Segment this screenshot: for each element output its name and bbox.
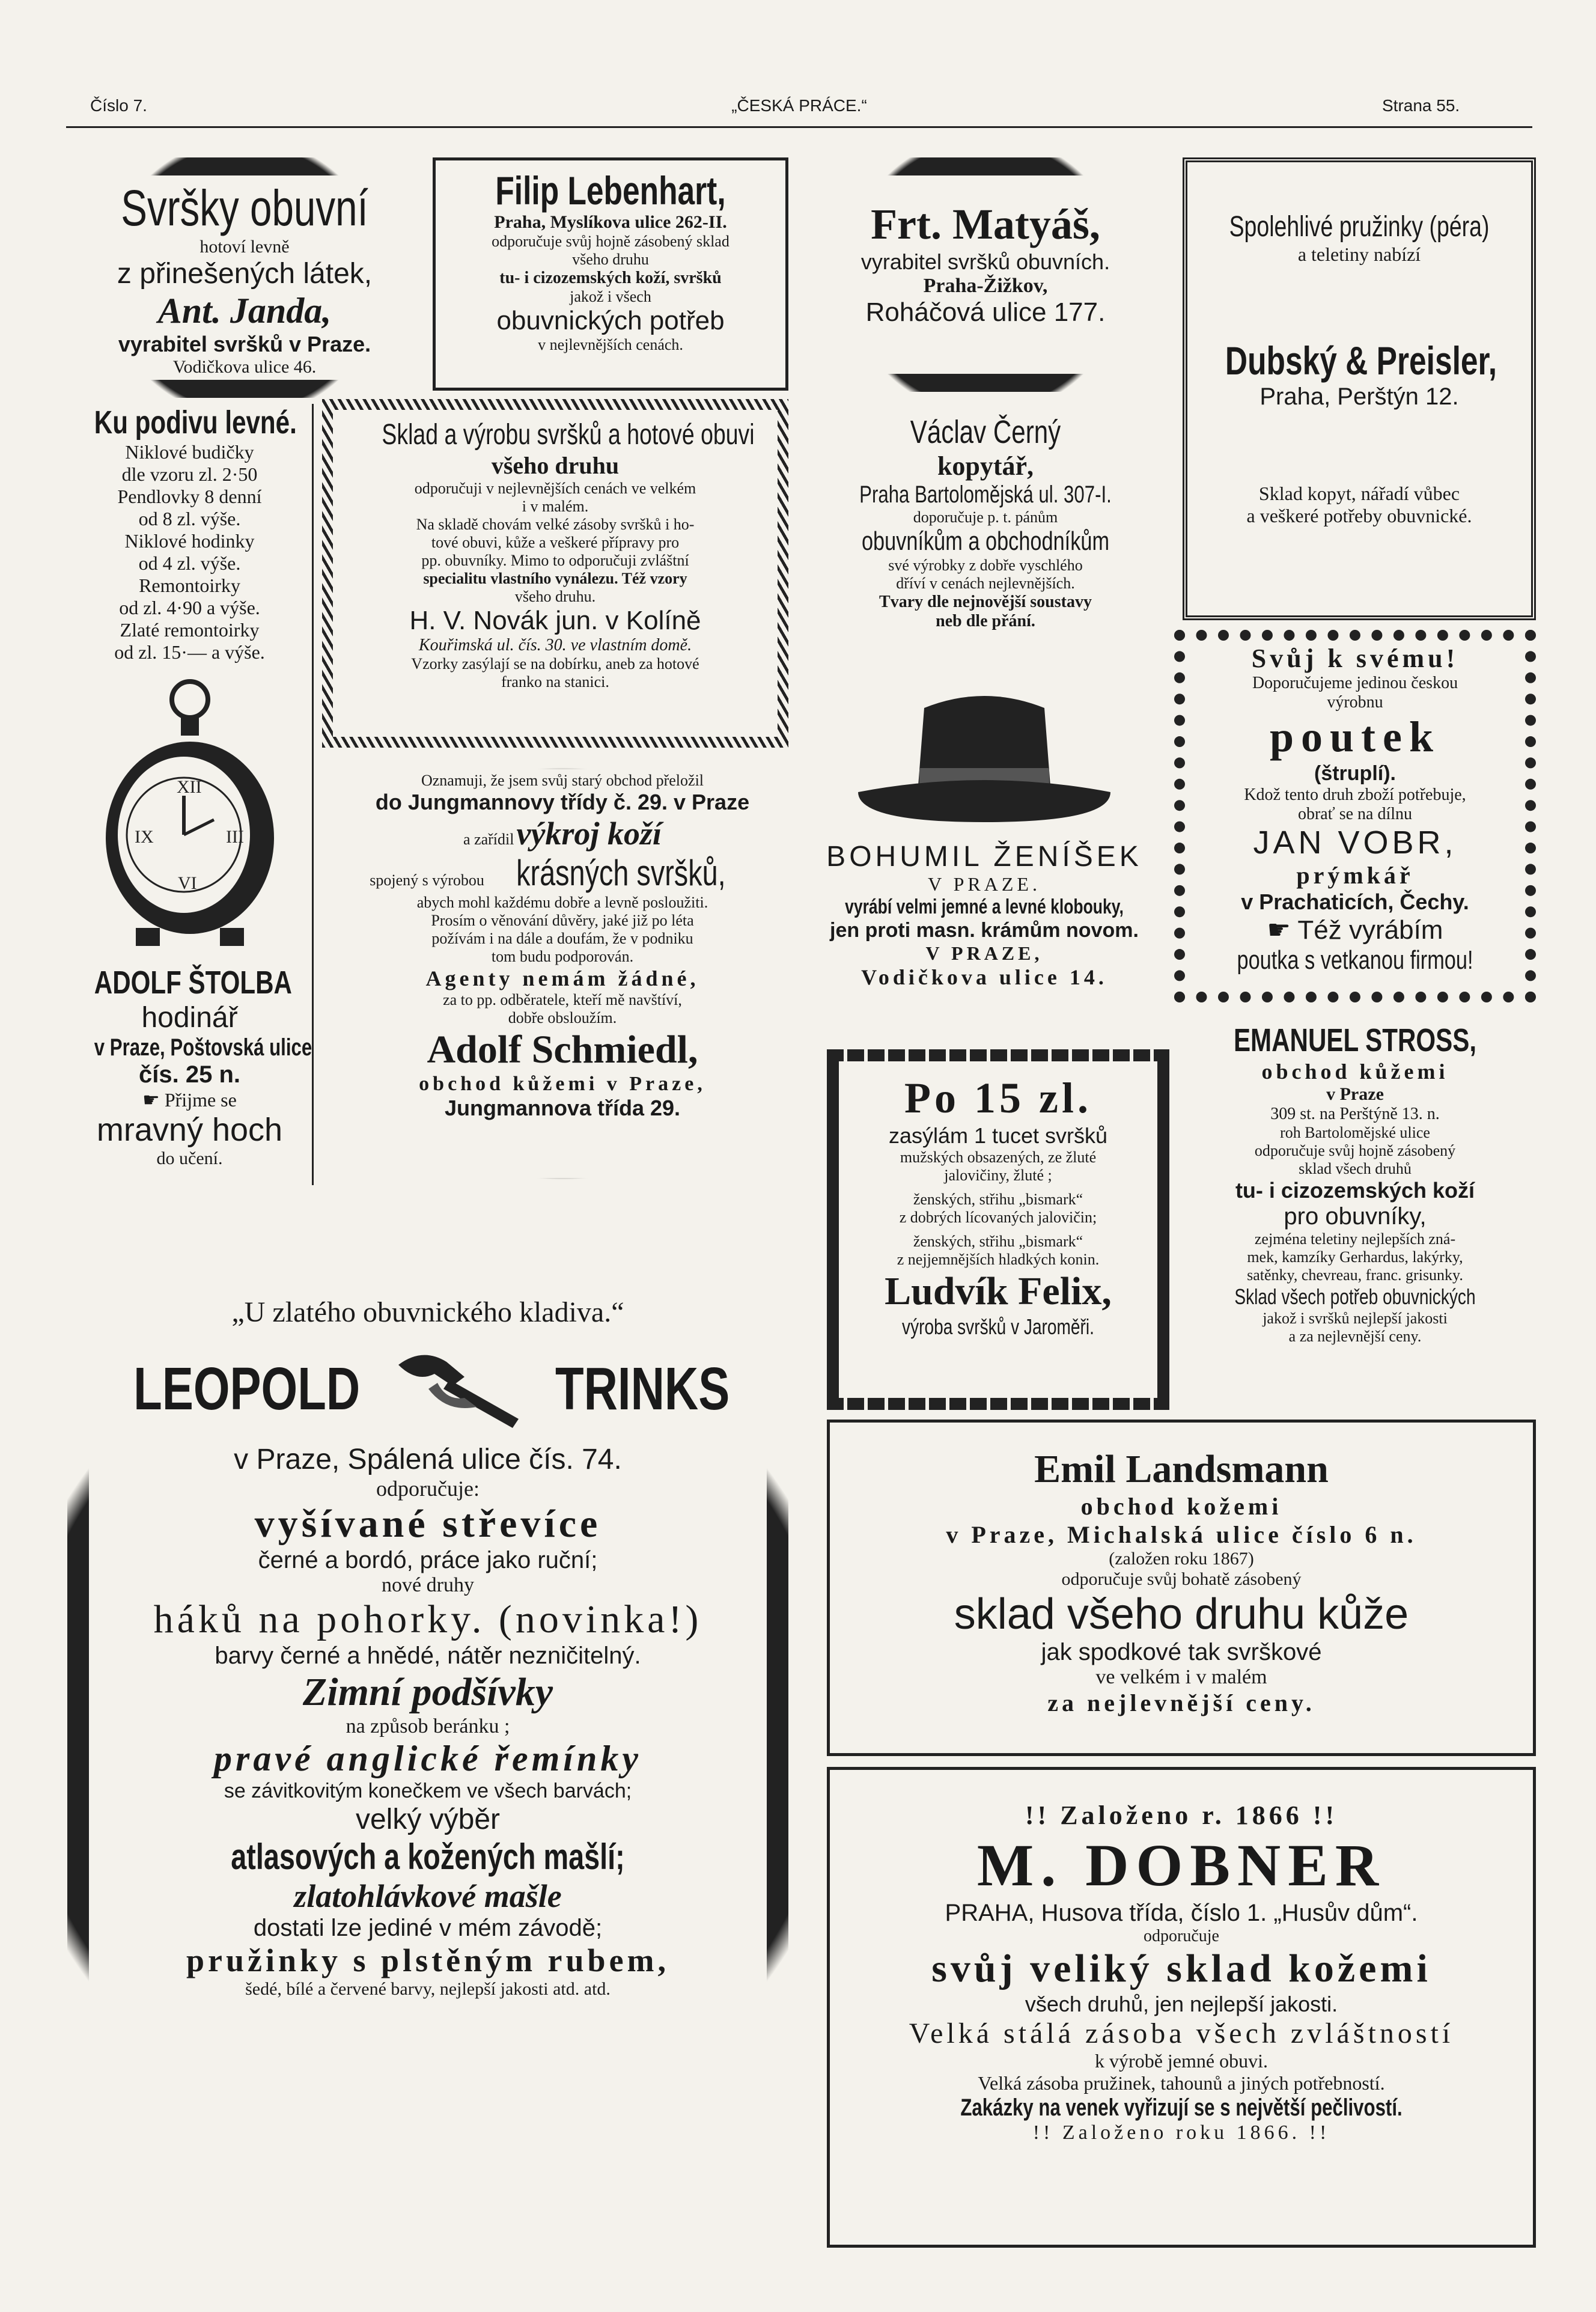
trinks-text: dostati lze jediné v mém závodě; (253, 1915, 603, 1941)
vobr-name: JAN VOBR, (1253, 825, 1457, 861)
schmiedl-text: požívám i na dále a doufám, že v podniku (431, 930, 693, 947)
stross-trade: obchod kůžemi (1261, 1060, 1449, 1084)
landsmann-text: jak spodkové tak svrškové (1041, 1639, 1322, 1665)
stolba-name: ADOLF ŠTOLBA (94, 965, 292, 1001)
zenisek-text: vyrábí velmi jemné a levné klobouky, (845, 895, 1124, 918)
trinks-text: velký výběr (355, 1804, 501, 1835)
stross-text: odporučuje svůj hojně zásobený (1254, 1142, 1456, 1159)
schmiedl-text: spojený s výrobou krásných svršků, (370, 853, 726, 893)
schmiedl-text: tom budu podporován. (491, 948, 634, 965)
ad-janda (67, 157, 422, 398)
dobner-text: k výrobě jemné obuvi. (1095, 2050, 1268, 2072)
vobr-address: v Prachaticích, Čechy. (1241, 889, 1469, 914)
stolba-text: od 4 zl. výše. (138, 552, 241, 574)
schmiedl-text: do Jungmannovy třídy č. 29. v Praze (375, 790, 750, 814)
schmiedl-text: abych mohl každému dobře a levně posloužiti. (416, 894, 708, 911)
felix-text: z dobrých lícovaných jalovičin; (899, 1209, 1097, 1226)
stolba-text: Remontoirky (139, 575, 240, 596)
stolba-headline: Ku podivu levné. (94, 404, 297, 441)
zenisek-address: V PRAZE, (925, 942, 1043, 964)
dobner-founded: !! Založeno r. 1866 !! (1025, 1801, 1338, 1830)
vobr-text: obrať se na dílnu (1297, 805, 1413, 823)
janda-text: hotoví levně (200, 237, 290, 257)
janda-text: z přinešených látek, (117, 258, 373, 290)
schmiedl-address: obchod kůžemi v Praze, (419, 1073, 706, 1095)
schmiedl-text: a zařídil výkroj koží (463, 816, 662, 852)
zenisek-city: V PRAZE. (928, 873, 1041, 895)
vobr-product: poutek (1269, 713, 1441, 761)
dubsky-text: a veškeré potřeby obuvnické. (1246, 505, 1472, 526)
novak-text: všeho druhu (491, 452, 620, 479)
landsmann-name: Emil Landsmann (1034, 1447, 1329, 1491)
felix-text: mužských obsazených, ze žluté (900, 1148, 1097, 1166)
stolba-text: do učení. (156, 1148, 223, 1168)
trinks-text: se závitkovitým konečkem ve všech barvách; (224, 1780, 632, 1802)
ad-novak (322, 399, 788, 748)
novak-text: i v malém. (522, 498, 589, 515)
matyas-name: Frt. Matyáš, (871, 200, 1100, 248)
felix-text: ženských, střihu „bismark“ (913, 1191, 1083, 1208)
novak-text: tové obuvi, kůže a veškeré přípravy pro (431, 534, 680, 551)
matyas-address: Roháčová ulice 177. (865, 297, 1106, 327)
ad-felix (827, 1049, 1169, 1410)
trinks-address: v Praze, Spálená ulice čís. 74. (234, 1444, 622, 1475)
lebenhart-text: v nejlevnějších cenách. (538, 336, 683, 353)
lebenhart-name: Filip Lebenhart, (495, 168, 726, 213)
felix-text: ženských, střihu „bismark“ (913, 1233, 1083, 1250)
cerny-text: Tvary dle nejnovější soustavy (879, 593, 1092, 611)
page-number: Strana 55. (1382, 96, 1460, 115)
vobr-text: výrobnu (1327, 693, 1383, 712)
vobr-trade: prýmkář (1296, 862, 1414, 889)
vobr-text: Doporučujeme jedinou českou (1252, 674, 1458, 692)
pointing-hand-icon: ☛ (1267, 915, 1298, 945)
lebenhart-text: jakož i všech (570, 288, 651, 305)
trinks-tagline: „U zlatého obuvnického kladiva.“ (231, 1296, 624, 1328)
schmiedl-text: dobře obsloužím. (508, 1009, 617, 1026)
novak-text: všeho druhu. (514, 588, 596, 605)
novak-text: Vzorky zasýlají se na dobírku, aneb za hotové (411, 655, 699, 673)
cerny-text: své výrobky z dobře vyschlého (888, 557, 1083, 574)
stross-address: 309 st. na Perštýně 13. n. (1270, 1105, 1440, 1123)
lebenhart-text: všeho druhu (572, 251, 649, 268)
dubsky-headline: Spolehlivé pružinky (péra) (1229, 211, 1490, 243)
newspaper-title: „ČESKÁ PRÁCE.“ (731, 96, 867, 115)
schmiedl-text: Agenty nemám žádné, (425, 966, 699, 990)
stross-text: Sklad všech potřeb obuvnických (1234, 1284, 1476, 1309)
lebenhart-text: obuvnických potřeb (496, 306, 725, 335)
cerny-text: doporučuje p. t. pánům (913, 508, 1058, 526)
ad-cerny (805, 399, 1166, 663)
schmiedl-product: výkroj koží (516, 816, 662, 852)
dobner-text: všech druhů, jen nejlepší jakosti. (1025, 1992, 1338, 2016)
novak-text: Na skladě chovám velké zásoby svršků i ho- (416, 516, 695, 533)
stolba-text: mravný hoch (96, 1112, 283, 1148)
janda-name: Ant. Janda, (157, 291, 332, 331)
dobner-text: Velká stálá zásoba všech zvláštností (909, 2018, 1454, 2049)
novak-text: pp. obuvníky. Mimo to odporučuji zvláštní (421, 552, 689, 569)
vobr-text: (štruplí). (1314, 762, 1396, 785)
dubsky-name: Dubský & Preisler, (1225, 338, 1497, 383)
landsmann-text: (založen roku 1867) (1109, 1549, 1254, 1569)
ad-landsmann (827, 1420, 1536, 1756)
cerny-trade: kopytář, (937, 451, 1034, 481)
stross-text: roh Bartolomějské ulice (1280, 1124, 1430, 1141)
trinks-product: atlasových a kožených mašlí; (231, 1837, 625, 1877)
schmiedl-text: Oznamuji, že jsem svůj starý obchod přeložil (421, 772, 704, 789)
stolba-address: čís. 25 n. (139, 1061, 240, 1088)
stolba-text: od zl. 15·— a výše. (114, 641, 265, 663)
ad-trinks (67, 1202, 788, 2248)
ad-schmiedl (337, 751, 788, 1196)
zenisek-name: BOHUMIL ŽENÍŠEK (826, 841, 1142, 873)
svg-text:VI: VI (177, 873, 197, 893)
schmiedl-name: Adolf Schmiedl, (427, 1028, 698, 1072)
novak-address: Kouřimská ul. čís. 30. ve vlastním domě. (418, 636, 692, 654)
felix-text: z nejjemnějších hladkých konin. (897, 1251, 1100, 1268)
schmiedl-product: krásných svršků, (516, 853, 726, 893)
janda-headline: Svršky obuvní (121, 180, 368, 236)
zenisek-text: jen proti masn. krámům novom. (830, 919, 1139, 942)
dobner-address: PRAHA, Husova třída, číslo 1. „Husův dům“. (945, 1900, 1418, 1926)
felix-headline: Po 15 zl. (904, 1074, 1092, 1122)
stolba-text: Niklové budičky (125, 441, 254, 463)
cerny-text: neb dle přání. (936, 612, 1035, 630)
lebenhart-text: tu- i cizozemských koží, svršků (499, 269, 722, 287)
landsmann-text: ve velkém i v malém (1095, 1666, 1267, 1688)
dobner-name: M. DOBNER (976, 1832, 1386, 1899)
matyas-text: vyrabitel svršků obuvních. (860, 249, 1110, 274)
stross-text: jakož i svršků nejlepší jakosti (1262, 1310, 1448, 1327)
stross-text: sklad všech druhů (1299, 1160, 1412, 1177)
janda-text: vyrabitel svršků v Praze. (118, 332, 371, 356)
janda-address: Vodičkova ulice 46. (172, 357, 317, 377)
dubsky-address: Praha, Perštýn 12. (1259, 383, 1459, 410)
stross-city: v Praze (1326, 1084, 1384, 1104)
dobner-text: Zakázky na venek vyřizují se s největší pečlivostí. (960, 2094, 1403, 2121)
ad-dubsky (1183, 157, 1536, 620)
stross-text: tu- i cizozemských koží (1235, 1178, 1475, 1203)
stross-text: zejména teletiny nejlepších zná- (1254, 1230, 1456, 1248)
cerny-text: obuvníkům a obchodníkům (861, 526, 1110, 556)
schmiedl-text: Prosím o věnování důvěry, jaké již po léta (431, 912, 694, 929)
dobner-founded: !! Založeno roku 1866. !! (1032, 2121, 1330, 2144)
cerny-address: Praha Bartolomějská ul. 307-I. (859, 481, 1112, 508)
trinks-product: vyšívané střevíce (254, 1502, 602, 1546)
vobr-text: ☛ Též vyrábím (1267, 915, 1443, 945)
trinks-text: odporučuje: (376, 1477, 480, 1501)
hat-icon (852, 684, 1116, 840)
stross-text: mek, kamzíky Gerhardus, lakýrky, (1247, 1248, 1463, 1266)
svg-text:XII: XII (176, 777, 202, 797)
schmiedl-address: Jungmannova třída 29. (444, 1096, 681, 1120)
ad-stross (1174, 1007, 1536, 1416)
dobner-text: odporučuje (1144, 1927, 1219, 1945)
ad-vobr (1174, 630, 1536, 1002)
trinks-text: na způsob beránku ; (346, 1715, 510, 1737)
ad-zenisek (799, 672, 1169, 1032)
stolba-text: od zl. 4·90 a výše. (119, 597, 260, 618)
felix-name: Ludvík Felix, (885, 1269, 1112, 1313)
vobr-text: Kdož tento druh zboží potřebuje, (1244, 785, 1466, 804)
trinks-name-last: TRINKS (555, 1355, 729, 1423)
header-rule (66, 126, 1532, 128)
felix-text: zasýlám 1 tucet svršků (888, 1123, 1108, 1148)
landsmann-text: odporučuje svůj bohatě zásobený (1061, 1569, 1302, 1589)
landsmann-address: v Praze, Michalská ulice číslo 6 n. (946, 1521, 1417, 1548)
stolba-text: od 8 zl. výše. (138, 508, 241, 529)
stross-text: a za nejlevnější ceny. (1288, 1328, 1422, 1345)
trinks-text: černé a bordó, práce jako ruční; (258, 1547, 598, 1573)
svg-text:III: III (225, 827, 244, 847)
novak-text: franko na stanici. (501, 673, 609, 691)
stolba-text: dle vzoru zl. 2·50 (121, 463, 258, 485)
vobr-text: poutka s vetkanou firmou! (1237, 945, 1473, 975)
cerny-text: dříví v cenách nejlevnějších. (896, 575, 1075, 592)
dubsky-text: a teletiny nabízí (1297, 243, 1421, 265)
stolba-text: ☛ Přijme se (142, 1089, 237, 1111)
trinks-product: pružinky s plstěným rubem, (186, 1942, 670, 1978)
hammer-icon (392, 1347, 531, 1431)
matyas-city: Praha-Žižkov, (923, 275, 1048, 297)
stolba-text: Pendlovky 8 denní (117, 486, 262, 507)
stross-text: satěnky, chevreau, franc. grisunky. (1247, 1266, 1463, 1284)
ad-stolba (67, 404, 314, 1185)
schmiedl-text: za to pp. odběratele, kteří mě navštíví, (443, 991, 682, 1008)
pointing-hand-icon: ☛ (142, 1089, 165, 1111)
stolba-text: hodinář (141, 1002, 238, 1034)
novak-text: odporučuji v nejlevnějších cenách ve velkém (414, 480, 696, 497)
landsmann-trade: obchod kožemi (1080, 1493, 1282, 1520)
stolba-text: Niklové hodinky (124, 530, 255, 552)
trinks-name-first: LEOPOLD (133, 1355, 361, 1423)
vobr-headline: Svůj k svému! (1251, 644, 1459, 673)
felix-text: jalovičiny, žluté ; (944, 1167, 1052, 1184)
ad-lebenhart (433, 157, 788, 391)
zenisek-address: Vodičkova ulice 14. (861, 965, 1107, 989)
trinks-nameplate (89, 1347, 767, 1431)
trinks-product: pravé anglické řemínky (214, 1739, 642, 1778)
landsmann-text: za nejlevnější ceny. (1047, 1689, 1315, 1716)
lebenhart-address: Praha, Myslíkova ulice 262-II. (494, 212, 727, 232)
alarm-clock-icon (100, 676, 280, 952)
svg-text:IX: IX (134, 827, 154, 847)
dobner-text: Velká zásoba pružinek, tahounů a jiných potřebností. (978, 2072, 1385, 2094)
dubsky-text: Sklad kopyt, nářadí vůbec (1258, 483, 1460, 504)
cerny-name: Václav Černý (910, 414, 1061, 450)
trinks-product: Zimní podšívky (302, 1670, 553, 1714)
landsmann-product: sklad všeho druhu kůže (954, 1590, 1409, 1638)
trinks-product: zlatohlávkové mašle (294, 1878, 562, 1914)
ad-matyas (805, 157, 1166, 392)
trinks-text: barvy černé a hnědé, nátěr nezničitelný. (215, 1642, 641, 1669)
trinks-text: šedé, bílé a červené barvy, nejlepší jakosti atd. atd. (245, 1979, 611, 1999)
novak-name: H. V. Novák jun. v Kolíně (409, 606, 701, 635)
trinks-product: háků na pohorky. (novinka!) (153, 1597, 702, 1641)
stolba-text: Zlaté remontoirky (120, 619, 260, 641)
ad-dobner (827, 1767, 1536, 2248)
dobner-product: svůj veliký sklad kožemi (931, 1947, 1431, 1990)
stross-name: EMANUEL STROSS, (1233, 1022, 1477, 1058)
novak-headline: Sklad a výrobu svršků a hotové obuvi (382, 419, 755, 451)
felix-address: výroba svršků v Jaroměři. (902, 1314, 1094, 1339)
issue-number: Číslo 7. (90, 96, 147, 115)
novak-text: specialitu vlastního vynálezu. Též vzory (423, 570, 687, 587)
stross-text: pro obuvníky, (1284, 1203, 1427, 1230)
trinks-text: nové druhy (382, 1574, 474, 1596)
lebenhart-text: odporučuje svůj hojně zásobený sklad (492, 233, 729, 250)
stolba-address: v Praze, Poštovská ulice (94, 1034, 312, 1061)
